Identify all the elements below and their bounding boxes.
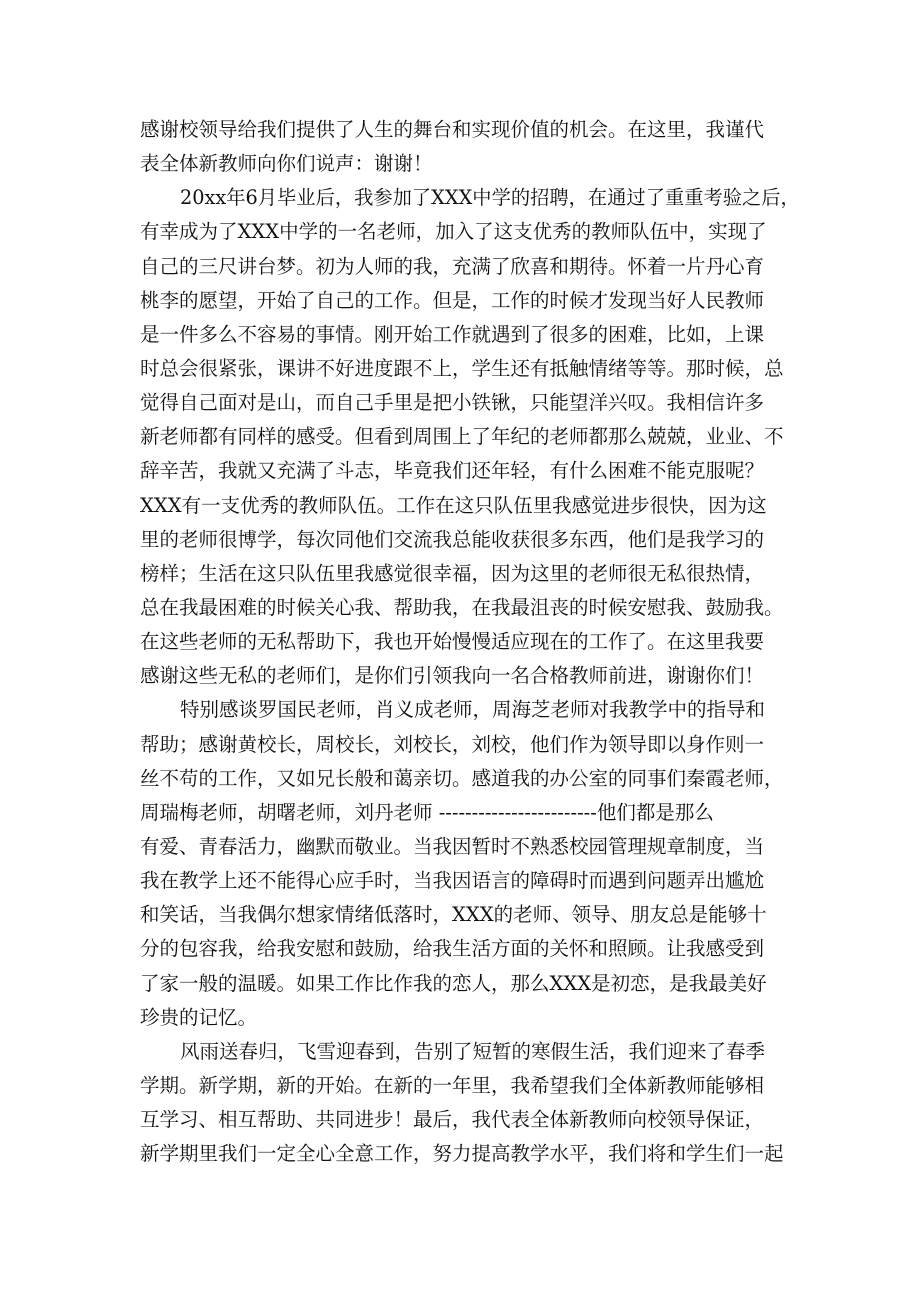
text-line: 自己的三尺讲台梦。初为人师的我，充满了欣喜和期待。怀着一片丹心育: [140, 254, 765, 278]
text-line: 辞辛苦，我就又充满了斗志，毕竟我们还年轻，有什么困难不能克服呢？: [140, 459, 765, 483]
text-line: 有幸成为了XXX中学的一名老师，加入了这支优秀的教师队伍中，实现了: [140, 220, 767, 244]
text-line: 珍贵的记忆。: [140, 1005, 258, 1029]
text-line: 分的包容我，给我安慰和鼓励，给我生活方面的关怀和照顾。让我感受到: [140, 937, 765, 961]
text-line: 是一件多么不容易的事情。刚开始工作就遇到了很多的困难，比如，上课: [140, 322, 765, 346]
text-line: 感谢这些无私的老师们，是你们引领我向一名合格教师前进，谢谢你们！: [140, 664, 765, 688]
text-line: 特别感谈罗国民老师，肖义成老师，周海芝老师对我教学中的指导和: [180, 698, 766, 722]
text-line: 桃李的愿望，开始了自己的工作。但是，工作的时候才发现当好人民教师: [140, 288, 765, 312]
text-line: 觉得自己面对是山，而自己手里是把小铁锹，只能望洋兴叹。我相信许多: [140, 391, 765, 415]
text-line: 新老师都有同样的感受。但看到周围上了年纪的老师都那么兢兢，业业、不: [140, 425, 784, 449]
text-line: 了家一般的温暖。如果工作比作我的恋人，那么XXX是初恋，是我最美好: [140, 971, 767, 995]
text-line: 有爱、青春活力，幽默而敬业。当我因暂时不熟悉校园管理规章制度，当: [140, 834, 765, 858]
text-line: 榜样；生活在这只队伍里我感觉很幸福，因为这里的老师很无私很热情，: [140, 561, 765, 585]
document-body: [140, 113, 800, 1171]
text-line: 表全体新教师向你们说声：谢谢！: [140, 152, 433, 176]
text-line: 20xx年6月毕业后，我参加了XXX中学的招聘，在通过了重重考验之后，: [180, 186, 800, 210]
text-line: 周瑞梅老师，胡曙老师，刘丹老师 ------------------------他们都是那么: [140, 800, 714, 824]
text-line: XXX有一支优秀的教师队伍。工作在这只队伍里我感觉进步很快，因为这: [140, 493, 767, 517]
paragraph-4: [140, 1035, 800, 1172]
text-line: 帮助；感谢黄校长，周校长，刘校长，刘校，他们作为领导即以身作则一: [140, 732, 765, 756]
paragraph-3: [140, 693, 800, 1034]
text-line: 时总会很紧张，课讲不好进度跟不上，学生还有抵触情绪等等。那时候，总: [140, 356, 784, 380]
text-line: 总在我最困难的时候关心我、帮助我，在我最沮丧的时候安慰我、鼓励我。: [140, 595, 784, 619]
text-line: 新学期里我们一定全心全意工作，努力提高教学水平，我们将和学生们一起: [140, 1142, 784, 1166]
text-line: 我在教学上还不能得心应手时，当我因语言的障碍时而遇到问题弄出尴尬: [140, 869, 765, 893]
text-line: 互学习、相互帮助、共同进步！最后，我代表全体新教师向校领导保证，: [140, 1108, 765, 1132]
text-line: 感谢校领导给我们提供了人生的舞台和实现价值的机会。在这里，我谨代: [140, 118, 765, 141]
text-line: 丝不苟的工作，又如兄长般和蔼亲切。感道我的办公室的同事们秦霞老师，: [140, 766, 784, 790]
text-line: 在这些老师的无私帮助下，我也开始慢慢适应现在的工作了。在这里我要: [140, 630, 765, 654]
text-line: 和笑话，当我偶尔想家情绪低落时，XXX的老师、领导、朋友总是能够十: [140, 903, 767, 927]
paragraph-1: [140, 113, 800, 181]
paragraph-2: [140, 181, 800, 693]
text-line: 风雨送春归，飞雪迎春到，告别了短暂的寒假生活，我们迎来了春季: [180, 1039, 766, 1063]
text-line: 学期。新学期，新的开始。在新的一年里，我希望我们全体新教师能够相: [140, 1073, 765, 1097]
text-line: 里的老师很博学，每次同他们交流我总能收获很多东西，他们是我学习的: [140, 527, 765, 551]
